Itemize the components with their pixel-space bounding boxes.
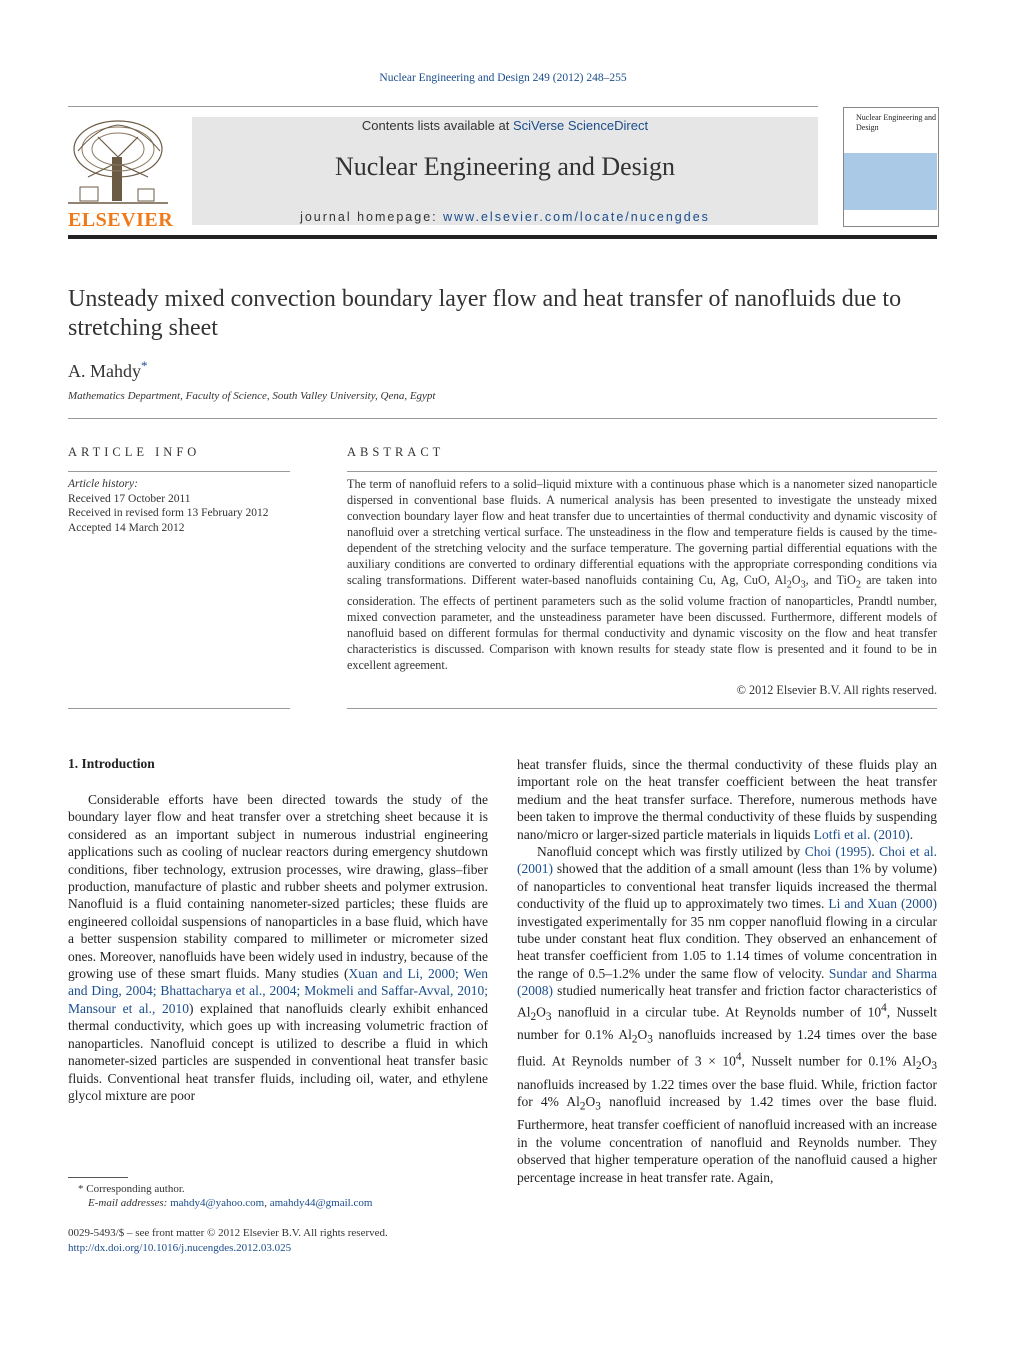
- cover-blue-panel: [844, 153, 937, 210]
- article-info-bottom-rule: [68, 708, 290, 709]
- front-matter-info: [68, 1226, 488, 1256]
- email-link[interactable]: amahdy44@gmail.com: [269, 1197, 373, 1209]
- footnote: [68, 1182, 488, 1210]
- corresponding-mark[interactable]: *: [141, 358, 148, 373]
- paragraph: Considerable efforts have been directed towards the study of the boundary layer flow and heat transfer over a stretching sheet because it is considered as an important subject in numerous industrial engineering applications such as cooling of nuclear reactors during emergency shutdown conditions, fiber technology, extrusion processes, wire drawing, glass–fiber production, manufacture of plastic and rubber sheets and polymer extrusion. Nanofluid is a fluid containing nanometer-sized particles; these fluids are engineered colloidal suspensions of nanoparticles in a base fluid, which have a better suspension stability compared to millimeter or micrometer sized ones. Moreover, nanofluids have been widely used in industry, because of the growing use of these smart fluids. Many studies (Xuan and Li, 2000; Wen and Ding, 2004; Bhattacharya et al., 2004; Mokmeli and Saffar-Avval, 2010; Mansour et al., 2010) explained that nanofluids clearly exhibit enhanced thermal conductivity, which goes up with increasing volumetric fraction of nanoparticles. Nanofluid concept is utilized to describe a fluid in which nanometer-sized particles are suspended in conventional heat transfer basic fluids. Conventional heat transfer fluids, including oil, water, and ethylene glycol mixture are poor: [68, 792, 488, 1103]
- received-date: Received 17 October 2011: [68, 492, 191, 505]
- author-affiliation: Mathematics Department, Faculty of Science, South Valley University, Qena, Egypt: [68, 390, 436, 402]
- abstract-copyright: © 2012 Elsevier B.V. All rights reserved.: [736, 683, 937, 697]
- header-thick-rule: [68, 235, 937, 239]
- doi-link[interactable]: http://dx.doi.org/10.1016/j.nucengdes.2012.03.025: [68, 1242, 292, 1254]
- article-info-rule: [68, 471, 290, 472]
- cover-title: Nuclear Engineering and Design: [856, 113, 936, 132]
- citation-link[interactable]: Xuan and Li, 2000; Wen and Ding, 2004; Bhattacharya et al., 2004; Mokmeli and Saffar-Avval, 2010; Mansour et al., 2010: [68, 966, 488, 1016]
- abstract-heading: ABSTRACT: [347, 445, 445, 459]
- contents-line: Contents lists available at SciVerse ScienceDirect: [361, 118, 649, 133]
- abstract-rule: [347, 471, 937, 472]
- citation-link[interactable]: Sundar and Sharma (2008): [517, 965, 937, 999]
- article-title: Unsteady mixed convection boundary layer flow and heat transfer of nanofluids due to stretching sheet: [68, 286, 902, 341]
- body-column-left: [68, 791, 488, 1104]
- footnote-rule: [68, 1177, 128, 1178]
- citation-link[interactable]: Choi et al. (2001): [517, 844, 938, 877]
- issn-line: 0029-5493/$ – see front matter © 2012 Elsevier B.V. All rights reserved.: [68, 1227, 388, 1239]
- article-info-heading: ARTICLE INFO: [68, 445, 201, 459]
- abstract-text: The term of nanofluid refers to a solid–liquid mixture with a continuous phase which is a nanometer sized nanoparticle dispersed in conventional base fluids. A numerical analysis has been presented to investigate the unsteady mixed convection boundary layer flow and heat transfer due to uncertainties of thermal conductivity and dynamic viscosity of nanofluid over a stretching vertical surface. The unsteadiness in the flow and temperature fields is caused by the time-dependent of the stretching velocity and the surface temperature. The governing partial differential equations with the auxiliary conditions are converted to ordinary differential equations with the appropriate corresponding conditions via scaling transformations. Different water-based nanofluids containing Cu, Ag, CuO, $Al_2O_3$, and TiO$_2$ are taken into consideration. The effects of pertinent parameters such as the solid volume fraction of nanoparticles, Prandtl number, mixed convection parameter, and the unsteadiness parameter have been discussed. Furthermore, different models of nanofluid based on different formulas for thermal conductivity and dynamic viscosity on the flow and heat transfer characteristics is discussed. Comparison with known results for steady state flow is presented and it found to be in excellent agreement.: [347, 477, 937, 673]
- journal-name: Nuclear Engineering and Design: [334, 152, 676, 181]
- email-addresses: E-mail addresses: mahdy4@yahoo.com, amahdy44@gmail.com: [88, 1197, 373, 1209]
- paragraph: heat transfer fluids, since the thermal conductivity of these fluids play an important role on the heat transfer coefficient between the heat transfer medium and the heat transfer surface. Therefore, numerous methods have been taken to improve the thermal conductivity of these fluids by suspending nano/micro or larger-sized particle materials in liquids Lotfi et al. (2010).: [517, 757, 937, 842]
- revised-date: Received in revised form 13 February 2012: [68, 507, 269, 519]
- abstract-bottom-rule: [347, 708, 937, 709]
- history-label: Article history:: [68, 478, 138, 490]
- header-rule: [68, 106, 818, 107]
- accepted-date: Accepted 14 March 2012: [68, 521, 185, 534]
- citation-link[interactable]: Lotfi et al. (2010): [813, 826, 910, 842]
- section-heading-introduction: 1. Introduction: [68, 756, 155, 771]
- paragraph: Nanofluid concept which was firstly utilized by Choi (1995). Choi et al. (2001) showed that the addition of a small amount (less than 1% by volume) of nanoparticles to conventional heat transfer liquids increased the thermal conductivity of the fluid up to approximately two times. Li and Xuan (2000) investigated experimentally for 35 nm copper nanofluid flowing in a circular tube under constant heat flux condition. They observed an enhancement of heat transfer coefficient from 1.05 to 1.14 times of volume concentration in the range of 0.5–1.2% under the same flow of velocity. Sundar and Sharma (2008) studied numerically heat transfer and friction factor characteristics of $Al_2O_3$ nanofluid in a circular tube. At Reynolds number of $10^4$, Nusselt number for 0.1% $Al_2O_3$ nanofluids increased by 1.24 times over the base fluid. At Reynolds number of $3 \times 10^4$, Nusselt number for 0.1% $Al_2O_3$ nanofluids increased by 1.22 times over the base fluid. While, friction factor for 4% $Al_2O_3$ nanofluid increased by 1.42 times over the base fluid. Furthermore, heat transfer coefficient of nanofluid increased with an increase in the volume concentration of nanofluid and Reynolds number. They observed that higher temperature operation of the nanofluid caused a higher percentage increase in heat transfer rate. Again,: [517, 844, 938, 1185]
- body-column-right: [517, 756, 937, 1186]
- corresponding-author-note: * Corresponding author.: [78, 1183, 185, 1195]
- article-history: [68, 477, 290, 535]
- citation-link[interactable]: Choi (1995): [804, 844, 872, 860]
- author-name: A. Mahdy*: [68, 358, 148, 381]
- sciencedirect-link[interactable]: SciVerse ScienceDirect: [512, 118, 649, 133]
- publisher-logo-text: ELSEVIER: [68, 209, 174, 231]
- title-rule: [68, 418, 937, 419]
- journal-citation[interactable]: Nuclear Engineering and Design 249 (2012) 248–255: [379, 72, 627, 84]
- homepage-link[interactable]: www.elsevier.com/locate/nucengdes: [443, 210, 710, 224]
- citation-link[interactable]: Li and Xuan (2000): [828, 896, 937, 912]
- email-link[interactable]: mahdy4@yahoo.com: [170, 1197, 265, 1209]
- journal-homepage: journal homepage: www.elsevier.com/locate/nucengdes: [300, 210, 710, 224]
